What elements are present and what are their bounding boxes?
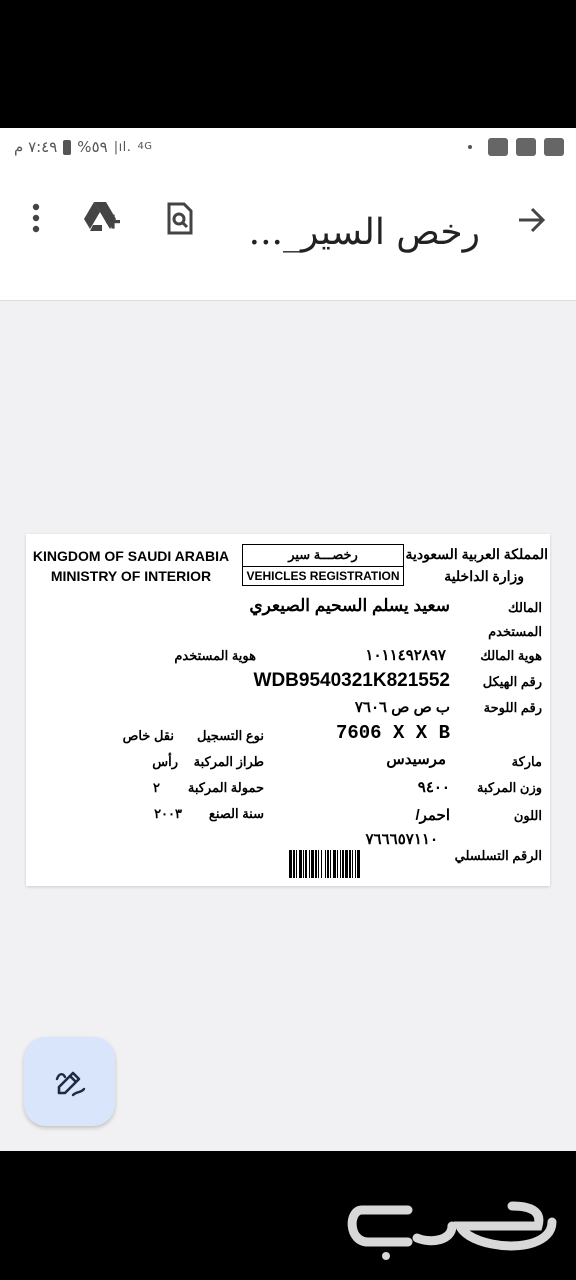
notification-dot-icon <box>468 145 472 149</box>
calendar-icon <box>544 138 564 156</box>
status-left <box>14 138 153 156</box>
year-value: ٢٠٠٣ <box>154 806 182 821</box>
document-viewer[interactable] <box>0 301 576 1151</box>
chassis-number: WDB9540321K821552 <box>253 670 450 691</box>
model-value: رأس <box>152 754 178 769</box>
label-weight: وزن المركبة <box>476 780 542 795</box>
serial-value: ٧٦٦٦٥٧١١٠ <box>365 831 438 848</box>
ministry-ar: وزارة الداخلية <box>444 568 524 584</box>
search-document-icon[interactable] <box>160 198 200 240</box>
top-black-bar <box>0 0 576 128</box>
label-make: ماركة <box>511 754 542 769</box>
barcode <box>289 850 441 878</box>
label-user: المستخدم <box>488 624 542 639</box>
label-color: اللون <box>513 808 542 823</box>
label-plate: رقم اللوحة <box>483 700 542 715</box>
title-en: VEHICLES REGISTRATION <box>243 566 403 583</box>
status-right <box>468 138 564 156</box>
owner-name: سعيد يسلم السحيم الصيعري <box>249 596 450 615</box>
label-owner-id: هوية المالك <box>480 648 542 663</box>
add-to-drive-icon[interactable] <box>80 196 124 240</box>
youtube-icon <box>516 138 536 156</box>
label-chassis: رقم الهيكل <box>482 674 542 689</box>
edit-pen-icon <box>53 1065 87 1099</box>
status-bar <box>0 128 576 170</box>
signal-icon: |ıl. <box>113 139 132 155</box>
kingdom-ar: المملكة العربية السعودية <box>405 546 548 562</box>
make-value: مرسيدس <box>386 751 446 768</box>
page-title: رخص السير_... <box>248 212 480 253</box>
load-value: ٢ <box>153 780 160 795</box>
registration-title-box <box>242 544 404 586</box>
barcode-bar <box>357 850 360 878</box>
label-year: سنة الصنع <box>208 806 264 821</box>
arrow-icon[interactable] <box>510 200 554 240</box>
registration-type-value: نقل خاص <box>122 728 174 743</box>
status-time: ٧:٤٩ م <box>14 138 58 156</box>
title-ar: رخصـــة سير <box>288 547 358 562</box>
weight-value: ٩٤٠٠ <box>417 779 450 796</box>
ministry-en: MINISTRY OF INTERIOR <box>50 568 212 584</box>
haraj-logo <box>342 1192 562 1268</box>
more-vert-icon[interactable] <box>18 198 54 238</box>
edit-fab-button[interactable] <box>24 1037 115 1126</box>
status-battery: %٥٩ <box>77 138 108 156</box>
label-owner: المالك <box>508 600 542 615</box>
label-registration-type: نوع التسجيل <box>197 728 264 743</box>
status-network: 4G <box>137 141 153 152</box>
owner-id: ١٠١١٤٩٢٨٩٧ <box>365 647 446 664</box>
label-model: طراز المركبة <box>193 754 264 769</box>
flipboard-icon <box>488 138 508 156</box>
label-load: حمولة المركبة <box>187 780 264 795</box>
color-value: احمر/ <box>415 807 450 824</box>
plate-en: 7606 X X B <box>335 722 450 744</box>
battery-icon <box>63 140 71 155</box>
registration-document <box>26 534 550 886</box>
label-user-id: هوية المستخدم <box>174 648 256 663</box>
plate-ar: ب ص ص ٧٦٠٦ <box>354 699 450 716</box>
label-serial: الرقم التسلسلي <box>454 848 542 863</box>
kingdom-en: KINGDOM OF SAUDI ARABIA <box>32 548 230 564</box>
app-bar <box>0 170 576 301</box>
